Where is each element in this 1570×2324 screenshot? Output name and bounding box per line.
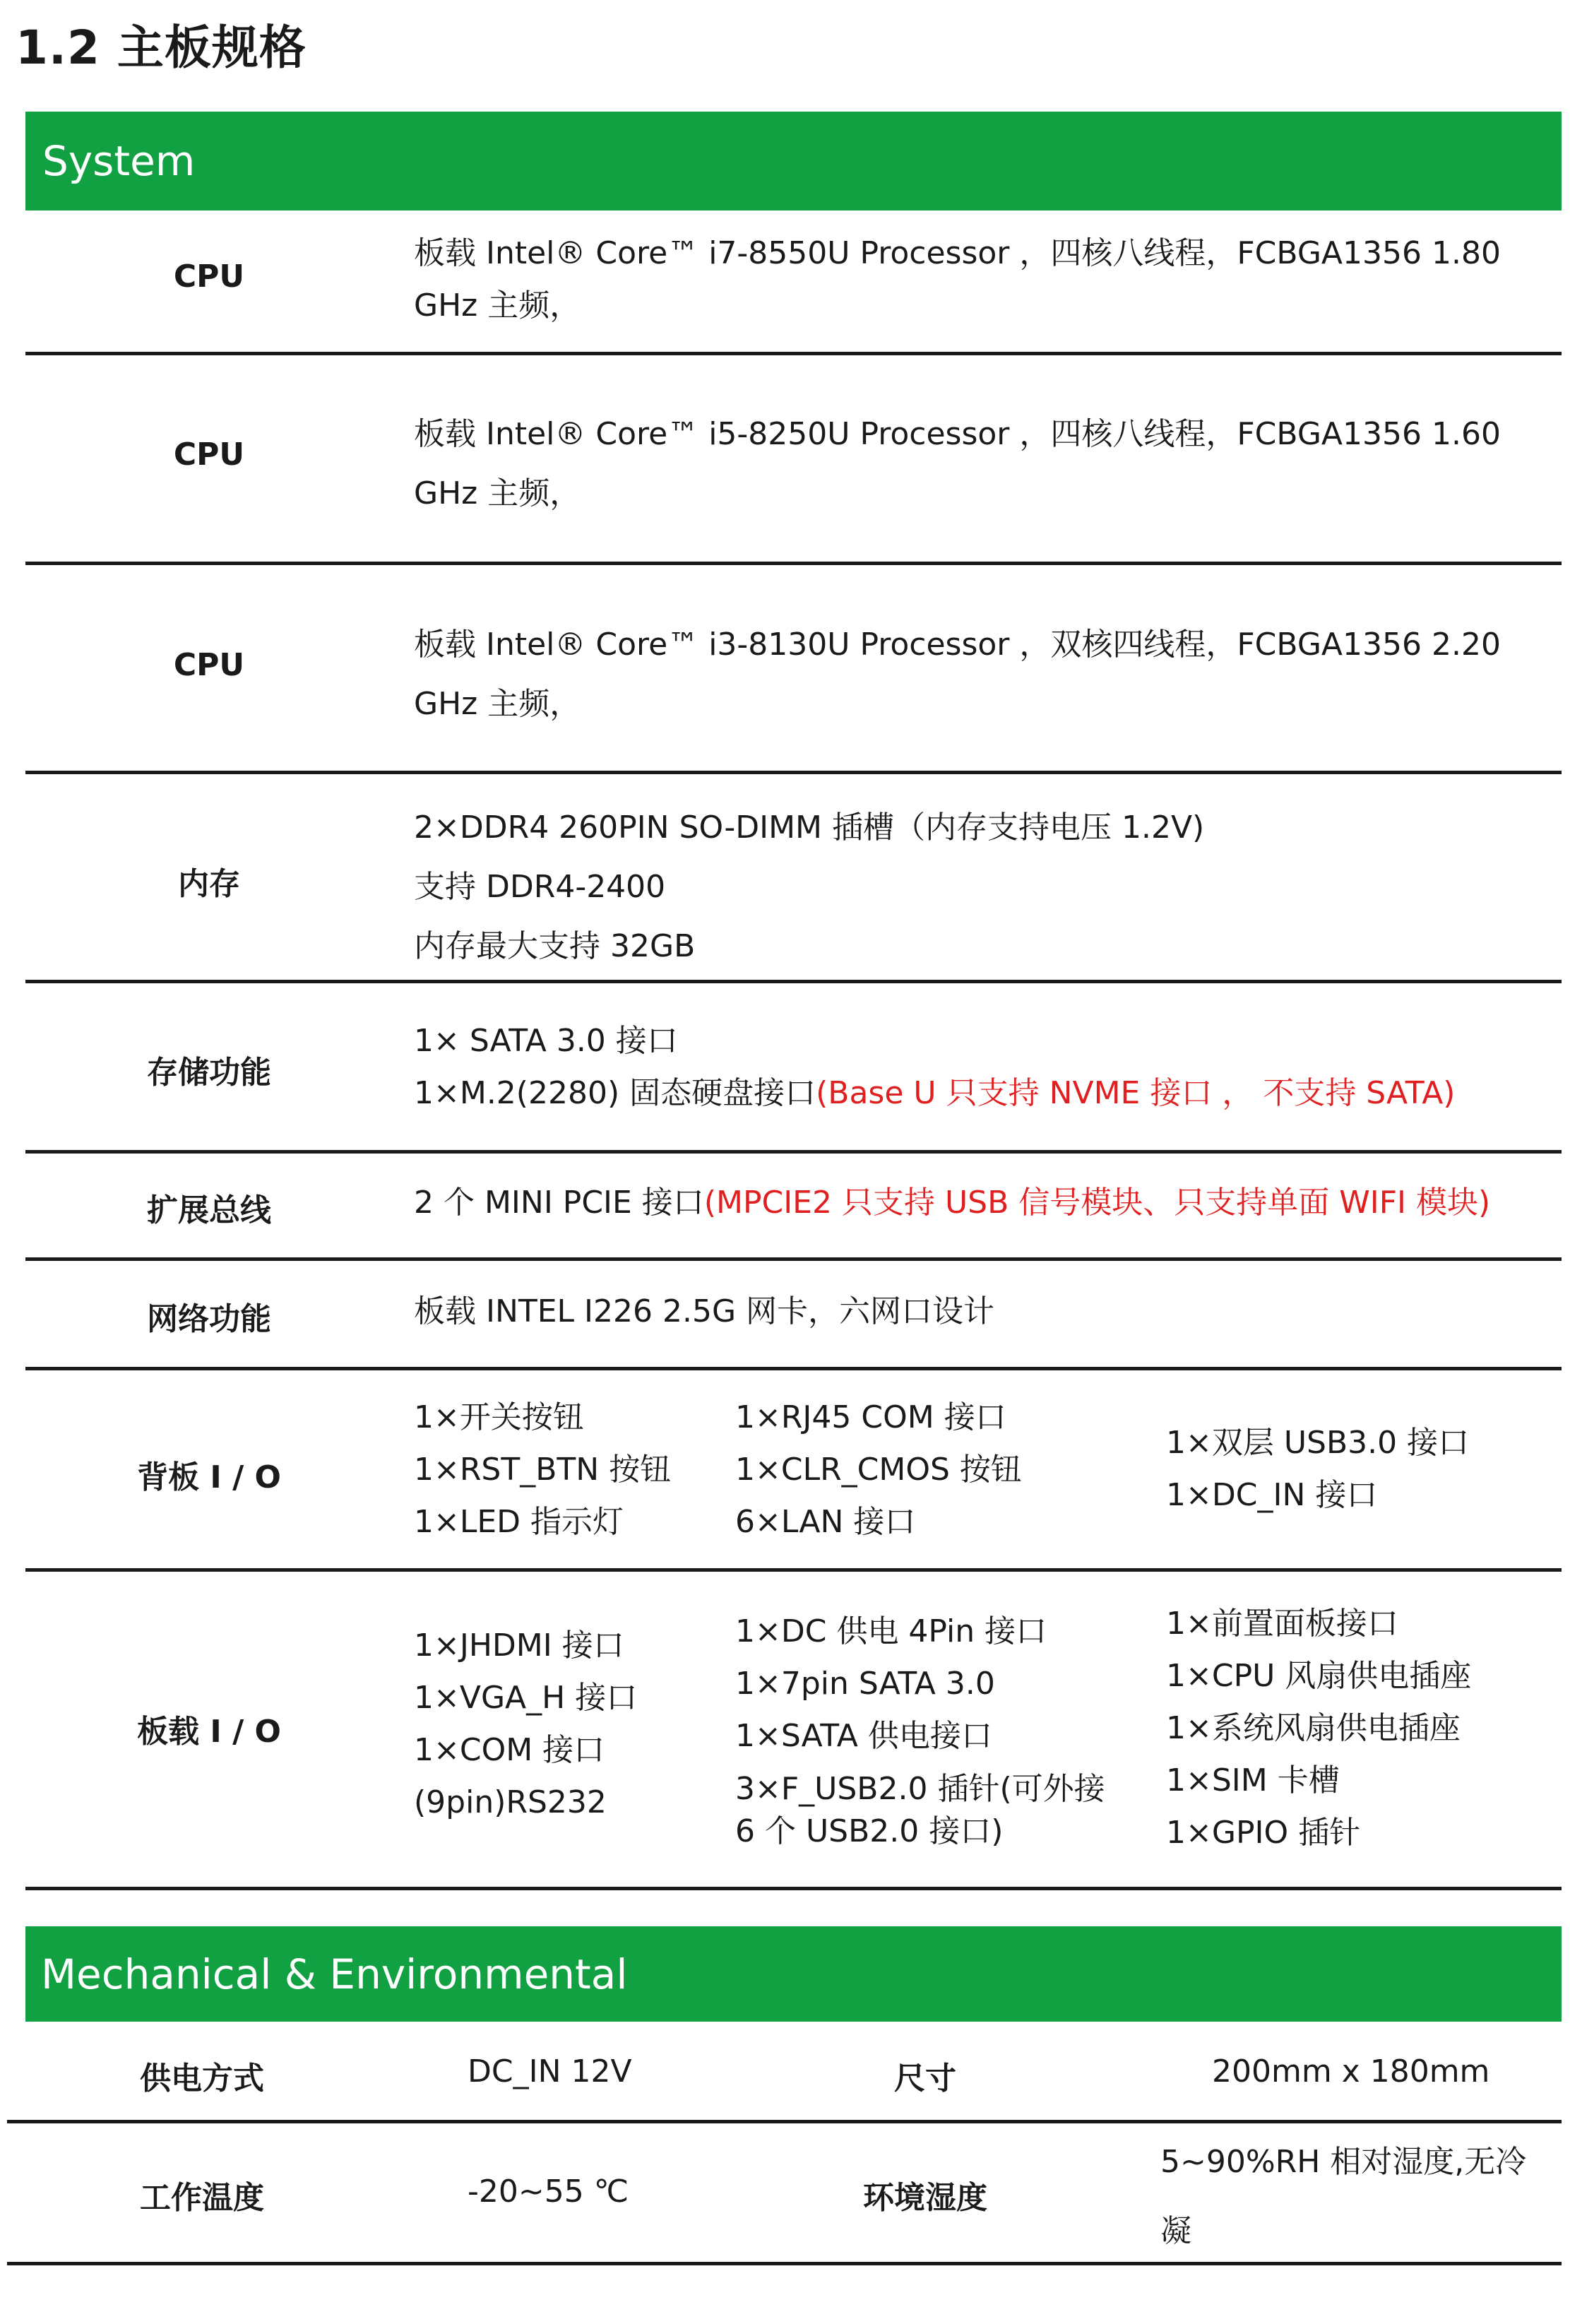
system-header-label: System xyxy=(42,137,196,185)
expansion-spec xyxy=(414,1177,1490,1229)
onboard-io-item: 1×前置面板接口 xyxy=(1166,1606,1398,1642)
memory-label: 内存 xyxy=(178,866,240,902)
temp-label: 工作温度 xyxy=(140,2180,264,2216)
rear-io-item: 1×CLR_CMOS 按钮 xyxy=(735,1452,1022,1488)
row-divider xyxy=(25,352,1562,355)
size-label: 尺寸 xyxy=(894,2061,956,2097)
network-spec: 板载 INTEL I226 2.5G 网卡，六网口设计 xyxy=(414,1293,995,1329)
system-header xyxy=(25,112,1562,211)
cpu-spec-3-line2: GHz 主频， xyxy=(414,686,581,722)
expansion-note: (MPCIE2 只支持 USB 信号模块、只支持单面 WIFI 模块) xyxy=(703,1185,1491,1221)
onboard-io-item: 1×JHDMI 接口 xyxy=(414,1628,624,1664)
onboard-io-item: (9pin)RS232 xyxy=(414,1784,607,1820)
cpu-spec-3-line1: 板载 Intel® Core™ i3-8130U Processor ，双核四线程，FCBGA1356 2.20 xyxy=(414,627,1501,663)
expansion-text: 2 个 MINI PCIE 接口 xyxy=(414,1185,704,1221)
onboard-io-item: 6 个 USB2.0 接口) xyxy=(735,1813,1004,1849)
onboard-io-item: 3×F_USB2.0 插针(可外接 xyxy=(735,1771,1105,1807)
onboard-io-col-2 xyxy=(735,1606,1105,1853)
cpu-label-3: CPU xyxy=(173,647,245,683)
rear-io-item: 1×双层 USB3.0 接口 xyxy=(1166,1425,1470,1461)
onboard-io-item: 1×COM 接口 xyxy=(414,1732,605,1768)
cpu-spec-1-line2: GHz 主频， xyxy=(414,287,581,324)
onboard-io-item: 1×7pin SATA 3.0 xyxy=(735,1666,995,1702)
rear-io-item: 1×RST_BTN 按钮 xyxy=(414,1452,672,1488)
row-divider xyxy=(7,2262,1562,2265)
onboard-io-item: 1×VGA_H 接口 xyxy=(414,1680,638,1716)
section-title: 1.2 主板规格 xyxy=(16,20,307,75)
rear-io-col-1 xyxy=(414,1392,671,1548)
cpu-spec-2-line2: GHz 主频， xyxy=(414,475,581,511)
row-divider xyxy=(25,1257,1562,1261)
storage-spec xyxy=(414,1015,1455,1120)
rear-io-item: 1×LED 指示灯 xyxy=(414,1504,624,1540)
row-divider xyxy=(7,2120,1562,2123)
rear-io-item: 1×DC_IN 接口 xyxy=(1166,1477,1378,1513)
power-label: 供电方式 xyxy=(140,2061,264,2097)
row-divider xyxy=(25,1367,1562,1370)
memory-line-1: 2×DDR4 260PIN SO-DIMM 插槽（内存支持电压 1.2V) xyxy=(414,810,1205,846)
network-label: 网络功能 xyxy=(147,1301,271,1337)
onboard-io-item: 1×SIM 卡槽 xyxy=(1166,1762,1340,1798)
cpu-label-1: CPU xyxy=(173,259,245,295)
storage-line-2 xyxy=(414,1067,1455,1120)
cpu-spec-1-line1: 板载 Intel® Core™ i7-8550U Processor ，四核八线程，FCBGA1356 1.80 xyxy=(414,235,1501,271)
cpu-spec-1 xyxy=(414,227,1501,332)
onboard-io-label: 板载 I / O xyxy=(137,1714,281,1750)
onboard-io-col-1 xyxy=(414,1620,637,1829)
row-divider xyxy=(25,1150,1562,1154)
rear-io-item: 1×RJ45 COM 接口 xyxy=(735,1399,1006,1435)
memory-line-3: 内存最大支持 32GB xyxy=(414,928,696,964)
rear-io-col-3 xyxy=(1166,1417,1469,1522)
onboard-io-item: 1×CPU 风扇供电插座 xyxy=(1166,1658,1472,1694)
size-value: 200mm x 180mm xyxy=(1212,2053,1490,2089)
onboard-io-item: 1×GPIO 插针 xyxy=(1166,1815,1361,1851)
humidity-label: 环境湿度 xyxy=(863,2180,987,2216)
onboard-io-item: 1×系统风扇供电插座 xyxy=(1166,1710,1461,1746)
storage-label: 存储功能 xyxy=(147,1055,271,1091)
cpu-spec-2-line1: 板载 Intel® Core™ i5-8250U Processor ，四核八线程，FCBGA1356 1.60 xyxy=(414,416,1501,452)
memory-spec xyxy=(414,798,1204,976)
storage-m2: 1×M.2(2280) 固态硬盘接口 xyxy=(414,1075,816,1111)
expansion-label: 扩展总线 xyxy=(147,1192,271,1228)
temp-value: -20~55 ℃ xyxy=(468,2174,629,2210)
row-divider xyxy=(25,980,1562,983)
memory-line-2: 支持 DDR4-2400 xyxy=(414,869,666,905)
cpu-spec-3 xyxy=(414,619,1501,730)
onboard-io-item: 1×DC 供电 4Pin 接口 xyxy=(735,1613,1047,1649)
humidity-line-2: 凝 xyxy=(1160,2213,1191,2249)
row-divider xyxy=(25,771,1562,774)
rear-io-item: 6×LAN 接口 xyxy=(735,1504,916,1540)
humidity-line-1: 5~90%RH 相对湿度,无冷 xyxy=(1160,2144,1527,2180)
cpu-label-2: CPU xyxy=(173,437,245,473)
row-divider xyxy=(25,1568,1562,1572)
power-value: DC_IN 12V xyxy=(468,2053,632,2089)
onboard-io-item: 1×SATA 供电接口 xyxy=(735,1718,992,1754)
cpu-spec-2 xyxy=(414,408,1501,520)
humidity-value xyxy=(1160,2128,1526,2266)
storage-note: (Base U 只支持 NVME 接口 ， 不支持 SATA) xyxy=(816,1075,1456,1111)
rear-io-label: 背板 I / O xyxy=(137,1459,281,1495)
storage-line-1: 1× SATA 3.0 接口 xyxy=(414,1023,678,1059)
row-divider xyxy=(25,1887,1562,1890)
rear-io-item: 1×开关按钮 xyxy=(414,1399,584,1435)
mechanical-header-label: Mechanical & Environmental xyxy=(41,1950,628,1998)
rear-io-col-2 xyxy=(735,1392,1022,1548)
mechanical-header xyxy=(25,1926,1562,2022)
onboard-io-col-3 xyxy=(1166,1598,1471,1859)
row-divider xyxy=(25,562,1562,565)
